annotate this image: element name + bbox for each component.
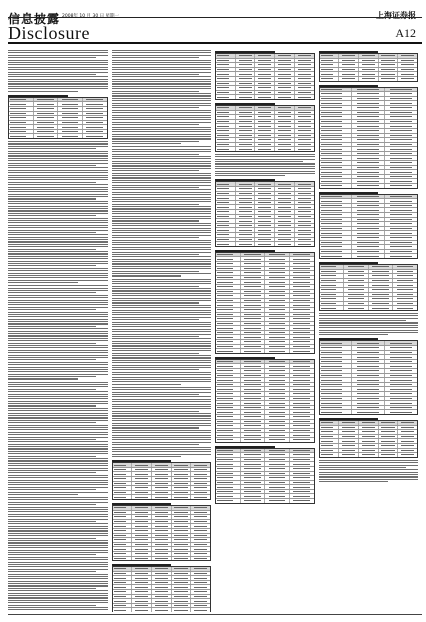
financial-table xyxy=(112,566,212,612)
financial-table xyxy=(215,252,315,354)
page-number: A12 xyxy=(395,26,416,40)
column-4 xyxy=(319,50,419,612)
text-paragraph xyxy=(8,497,108,612)
text-paragraph xyxy=(319,460,419,483)
text-paragraph xyxy=(319,313,419,336)
text-paragraph xyxy=(8,50,108,92)
financial-table xyxy=(215,359,315,443)
financial-table xyxy=(319,420,419,458)
dateline: 2008年 10 月 30 日 星期一 xyxy=(62,14,120,19)
text-paragraph xyxy=(112,387,212,457)
masthead-thick-rule xyxy=(8,42,422,44)
section-title-english: Disclosure xyxy=(8,23,90,43)
financial-table xyxy=(215,105,315,152)
text-paragraph xyxy=(8,141,108,283)
page-content xyxy=(8,50,418,612)
financial-table xyxy=(112,505,212,561)
financial-table xyxy=(215,53,315,100)
newspaper-name: 上海证券报 xyxy=(376,10,416,20)
financial-table xyxy=(112,462,212,500)
column-1 xyxy=(8,50,108,612)
text-paragraph xyxy=(112,146,212,276)
financial-table xyxy=(215,181,315,246)
financial-table xyxy=(319,53,419,82)
column-2 xyxy=(112,50,212,612)
footer-rule xyxy=(8,614,422,615)
text-paragraph xyxy=(112,50,212,144)
financial-table xyxy=(319,194,419,259)
text-paragraph xyxy=(215,154,315,177)
financial-table xyxy=(319,264,419,311)
financial-table xyxy=(8,97,108,139)
column-3 xyxy=(215,50,315,612)
text-paragraph xyxy=(112,279,212,385)
financial-table xyxy=(319,87,419,189)
text-paragraph xyxy=(8,382,108,495)
section-title-chinese: 信息披露 xyxy=(8,12,61,26)
financial-table xyxy=(319,340,419,415)
financial-table xyxy=(215,448,315,504)
masthead-thin-rule xyxy=(8,17,422,18)
text-paragraph xyxy=(8,285,108,379)
